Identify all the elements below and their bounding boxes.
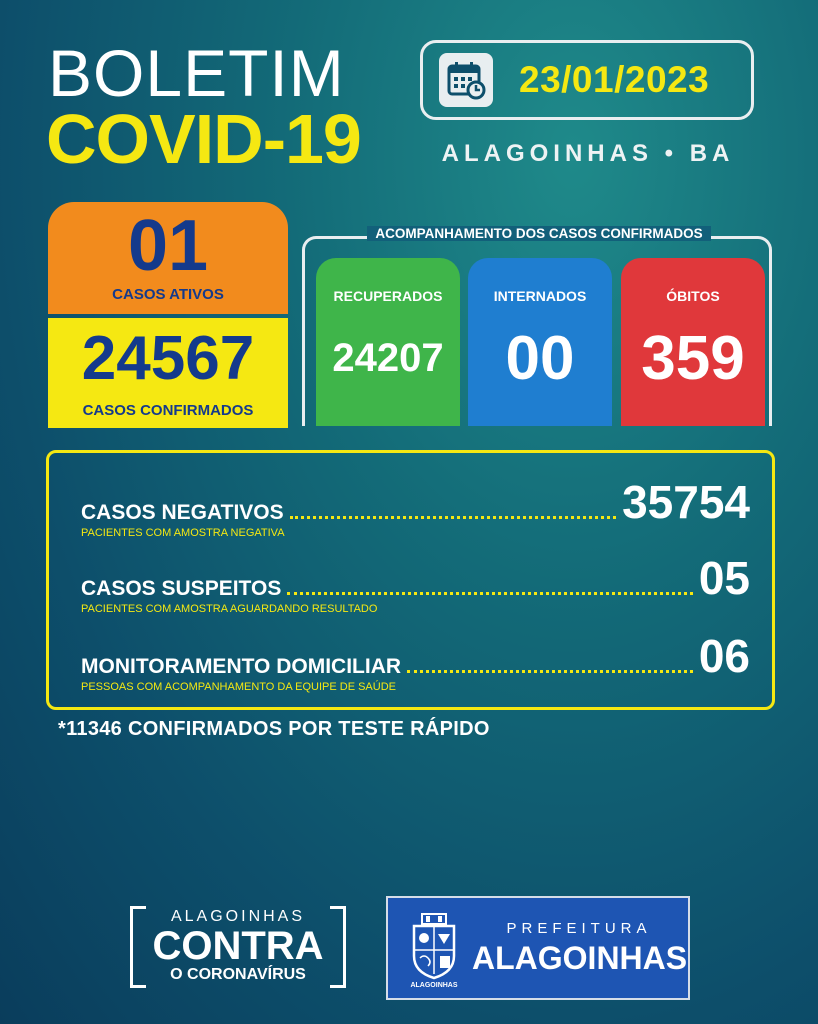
- active-cases-box: [48, 202, 288, 314]
- tracking-title-text: ACOMPANHAMENTO DOS CASOS CONFIRMADOS: [367, 226, 710, 241]
- recovered-card: [316, 258, 460, 426]
- monitoring-value: 06: [698, 630, 750, 682]
- active-cases-label: CASOS ATIVOS: [112, 286, 224, 303]
- dotted-leader: [407, 670, 693, 673]
- prefeitura-logo: [386, 896, 690, 1000]
- negative-value: 35754: [622, 476, 750, 528]
- monitoring-name: MONITORAMENTO DOMICILIAR: [81, 655, 402, 678]
- dotted-leader: [290, 516, 616, 519]
- hospitalized-label: INTERNADOS: [493, 288, 587, 304]
- suspect-name: CASOS SUSPEITOS: [81, 577, 282, 600]
- footnote: *11346 CONFIRMADOS POR TESTE RÁPIDO: [58, 718, 490, 740]
- negative-name: CASOS NEGATIVOS: [81, 501, 284, 524]
- recovered-label: RECUPERADOS: [333, 288, 443, 304]
- prefeitura-logo-bottom: ALAGOINHAS: [472, 940, 688, 976]
- title-line-1: BOLETIM: [48, 36, 345, 110]
- suspect-sub: PACIENTES COM AMOSTRA AGUARDANDO RESULTADO: [81, 603, 378, 615]
- date-box: [420, 40, 754, 120]
- monitoring-row: [81, 630, 750, 693]
- contra-logo-mid: CONTRA: [152, 924, 324, 968]
- deaths-card: [621, 258, 765, 426]
- contra-logo-bottom: O CORONAVÍRUS: [170, 966, 306, 983]
- crest-label: ALAGOINHAS: [410, 982, 458, 989]
- contra-logo-top: ALAGOINHAS: [170, 908, 306, 925]
- contra-coronavirus-logo: [130, 906, 346, 988]
- confirmed-cases-label: CASOS CONFIRMADOS: [82, 402, 254, 419]
- confirmed-cases-box: [48, 318, 288, 428]
- deaths-label: ÓBITOS: [666, 288, 720, 304]
- location: ALAGOINHAS • BA: [441, 140, 735, 167]
- calendar-clock-icon: [439, 53, 493, 107]
- recovered-value: 24207: [332, 336, 444, 380]
- prefeitura-logo-top: PREFEITURA: [506, 920, 652, 937]
- title-line-2: COVID-19: [46, 100, 361, 178]
- suspect-value: 05: [698, 552, 750, 604]
- negative-sub: PACIENTES COM AMOSTRA NEGATIVA: [81, 527, 285, 539]
- hospitalized-card: [468, 258, 612, 426]
- deaths-value: 359: [641, 324, 745, 393]
- negative-row: [81, 476, 750, 539]
- bulletin-date: 23/01/2023: [519, 59, 710, 100]
- tracking-title: [334, 226, 744, 241]
- details-box: [46, 450, 775, 710]
- dotted-leader: [287, 592, 692, 595]
- active-cases-value: 01: [127, 206, 209, 286]
- city-crest-icon: [408, 912, 460, 984]
- hospitalized-value: 00: [505, 324, 575, 393]
- monitoring-sub: PESSOAS COM ACOMPANHAMENTO DA EQUIPE DE SAÚDE: [81, 681, 396, 693]
- confirmed-cases-value: 24567: [81, 324, 255, 393]
- suspect-row: [81, 552, 750, 615]
